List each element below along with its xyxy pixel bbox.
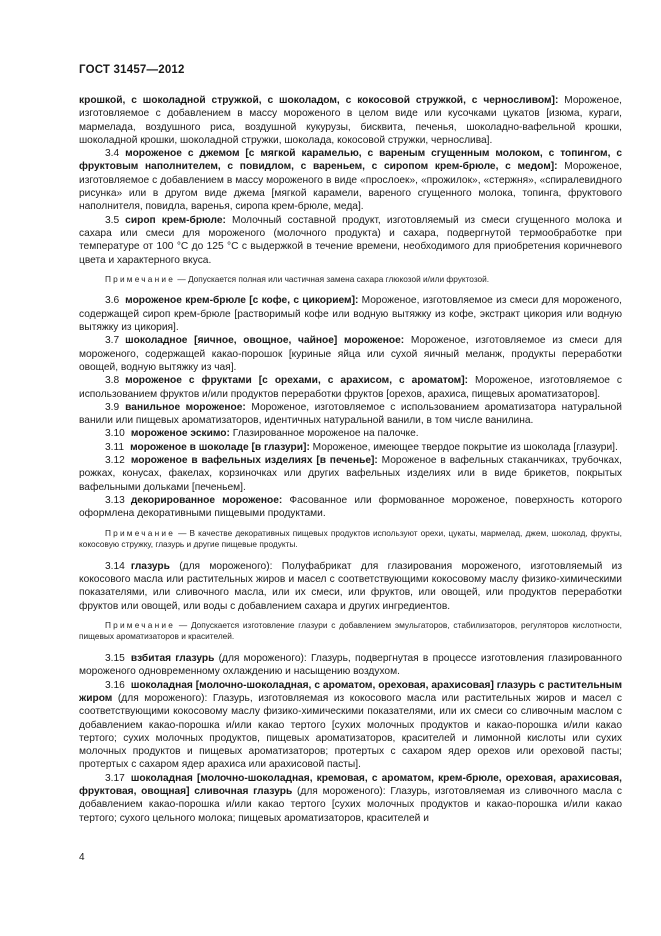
- clause-number: 3.5: [105, 214, 120, 226]
- paragraph-3-5: [79, 214, 622, 267]
- definition: Фасованное или формованное мороженое, поверхность которого оформлена декоративными пищевыми продуктами.: [79, 494, 622, 520]
- paragraph-3-6: [79, 294, 622, 334]
- clause-number: 3.10: [105, 428, 125, 440]
- paragraph-3-11: [79, 441, 622, 454]
- note-3: [79, 620, 622, 643]
- paragraph-3-13: [79, 494, 622, 521]
- definition: Мороженое, изготовляемое из смеси для мороженого, содержащей какао-порошок [куриные яйца или сухой яичный меланж, продукты переработки овощей, водную вытяжку из чая].: [79, 335, 623, 373]
- definition: Мороженое, изготовляемое с добавлением в массу мороженого в виде «прослоек», «прожилок», «стержня», «спиралевидного рисунка» или в другом виде джема [мягкой карамели, вареного сгущенного молока, топинга, фруктового наполнителя, повидла, варенья, сиропа крем-брюле, меда].: [79, 161, 622, 213]
- term: шоколадная [молочно-шоколадная, с ароматом, ореховая, арахисовая] глазурь с растительным жиром: [79, 679, 622, 704]
- term: мороженое в вафельных изделиях [в печенье]:: [130, 455, 378, 467]
- document-body: [79, 94, 622, 825]
- paragraph-3-12: [79, 454, 622, 494]
- clause-number: 3.6: [105, 295, 120, 307]
- definition: Мороженое, изготовляемое с добавлением в массу мороженого в целом виде или кусочками цукатов [изюма, кураги, мармелада, воздушного риса, воздушной кукурузы, бисквита, печенья, шоколадно-вафельной крошки, шоколадной крошки, шоколадной стружки, шоколада, кокосовой стружки, чернослива].: [79, 95, 622, 146]
- term-qualifier: (для мороженого):: [169, 560, 273, 572]
- note-text: Допускается изготовление глазури с добавлением эмульгаторов, стабилизаторов, регуляторов кислотности, пищевых ароматизаторов и красителей.: [79, 619, 622, 642]
- standard-header: ГОСТ 31457—2012: [79, 64, 185, 76]
- note-text: Допускается полная или частичная замена сахара глюкозой и/или фруктозой.: [187, 273, 490, 284]
- term: декорированное мороженое:: [130, 494, 283, 506]
- paragraph-continued: [79, 94, 622, 147]
- term: глазурь: [130, 560, 170, 572]
- clause-number: 3.11: [105, 441, 125, 453]
- paragraph-3-10: [79, 427, 622, 440]
- note-label: Примечание: [105, 619, 176, 630]
- definition: Полуфабрикат для глазирования мороженого, изготовляемый из кокосового масла или растительных жиров и масел с соответствующими кокосовому маслу физико-химическими показателями, или сливочного масла, или их смеси, или фруктов, или овощей, или продуктов переработки фруктов или овощей, или воды с добавлением сахара и других ингредиентов.: [79, 560, 622, 612]
- clause-number: 3.15: [105, 653, 125, 665]
- term-qualifier: (для мороженого):: [214, 653, 307, 665]
- note-2: [79, 528, 622, 551]
- term: сироп крем-брюле:: [125, 214, 226, 226]
- clause-number: 3.8: [105, 375, 120, 387]
- definition: Глазурь, изготовляемая из кокосового масла или растительных жиров и масел с соответствующими кокосовому маслу физико-химическими показателями, или их смеси со сливочным маслом с добавлением какао-порошка и/или какао тертого [сухих молочных продуктов и какао-порошка и/или какао тертого; сухих молочных продуктов, пищевых ароматизаторов, красителей и лимонной кислоты или сухих молочных продуктов и пищевых ароматизаторов; протертых с сахаром ядер орехов или ореховой пасты; протертых с сахаром ядер арахиса или арахисовой пасты].: [79, 692, 622, 771]
- definition: Молочный составной продукт, изготовляемый из смеси сгущенного молока и сахара или смеси для мороженого (молочного продукта) и сахара, подвергнутой термообработке при температуре от 100 °С до 125 °С с выдержкой в течение времени, необходимого для приобретения коричневого цвета и характерного вкуса.: [79, 214, 622, 266]
- term: мороженое с фруктами [с орехами, с арахисом, с ароматом]:: [125, 375, 468, 387]
- note-label: Примечание: [105, 527, 176, 538]
- term: взбитая глазурь: [130, 653, 215, 665]
- term: мороженое эскимо:: [130, 428, 230, 440]
- paragraph-3-9: [79, 401, 622, 428]
- definition: Глазурь, изготовляемая из сливочного масла с добавлением какао-порошка и/или какао тертого [сухих молочных продуктов и какао-порошка и/или какао тертого; сухого цельного молока; пищевых ароматизаторов, красителей и: [79, 786, 623, 824]
- term: мороженое крем-брюле [с кофе, с цикорием]:: [125, 295, 359, 307]
- paragraph-3-15: [79, 652, 622, 679]
- clause-number: 3.16: [105, 679, 125, 691]
- note-dash: —: [175, 273, 188, 284]
- clause-number: 3.9: [105, 401, 120, 413]
- definition: Глазурь, подвергнутая в процессе изготовления глазированного мороженого одновременному охлаждению и насыщению воздухом.: [79, 653, 623, 678]
- note-1: [79, 274, 622, 286]
- paragraph-3-7: [79, 334, 622, 374]
- note-text: В качестве декоративных пищевых продуктов используют орехи, цукаты, мармелад, джем, шоколад, фрукты, кокосовую стружку, глазурь и другие пищевые продукты.: [79, 527, 622, 550]
- definition: Мороженое в вафельных стаканчиках, трубочках, рожках, конусах, факелах, корзиночках или других вафельных изделиях или в виде брикетов, покрытых вафельными дольками [печеньем].: [79, 455, 622, 493]
- term: мороженое в шоколаде [в глазури]:: [130, 441, 310, 453]
- clause-number: 3.4: [105, 148, 120, 160]
- definition: Мороженое, изготовляемое с использованием фруктов и/или продуктов переработки фруктов [орехов, арахиса, пищевых ароматизаторов].: [79, 375, 622, 400]
- term-qualifier: (для мороженого):: [112, 692, 208, 704]
- paragraph-3-14: [79, 560, 622, 613]
- paragraph-3-8: [79, 374, 622, 401]
- clause-number: 3.17: [105, 772, 125, 784]
- clause-number: 3.7: [105, 335, 120, 347]
- clause-number: 3.13: [105, 494, 125, 506]
- definition: Глазированное мороженое на палочке.: [229, 428, 419, 440]
- term: ванильное мороженое:: [125, 401, 246, 413]
- definition: Мороженое, изготовляемое из смеси для мороженого, содержащей сироп крем-брюле [растворимый кофе или водную вытяжку из кофе, экстракт цикория или водную вытяжку из цикория].: [79, 295, 622, 334]
- definition: Мороженое, имеющее твердое покрытие из шоколада [глазури].: [309, 441, 618, 453]
- note-dash: —: [175, 527, 190, 538]
- term-qualifier: (для мороженого):: [292, 786, 386, 798]
- paragraph-3-16: [79, 679, 622, 772]
- term: крошкой, с шоколадной стружкой, с шоколадом, с кокосовой стружкой, с черносливом]:: [79, 95, 559, 106]
- term: мороженое с джемом [с мягкой карамелью, с вареным сгущенным молоком, с топингом, с фруктовым наполнителем, с повидлом, с вареньем, с сиропом крем-брюле, с медом]:: [79, 148, 622, 173]
- paragraph-3-4: [79, 147, 622, 213]
- note-dash: —: [175, 619, 191, 630]
- term: шоколадная [молочно-шоколадная, кремовая, с ароматом, крем-брюле, ореховая, арахисовая, фруктовая, овощная] сливочная глазурь: [79, 772, 622, 798]
- page-number: 4: [79, 852, 85, 863]
- term: шоколадное [яичное, овощное, чайное] мороженое:: [125, 335, 405, 347]
- definition: Мороженое, изготовляемое с использованием ароматизатора натуральной ванили или пищевых ароматизаторов, идентичных натуральной ванили, в том числе ванилина.: [79, 401, 622, 427]
- paragraph-3-17: [79, 772, 622, 825]
- clause-number: 3.12: [105, 455, 125, 467]
- note-label: Примечание: [105, 273, 176, 284]
- clause-number: 3.14: [105, 560, 125, 572]
